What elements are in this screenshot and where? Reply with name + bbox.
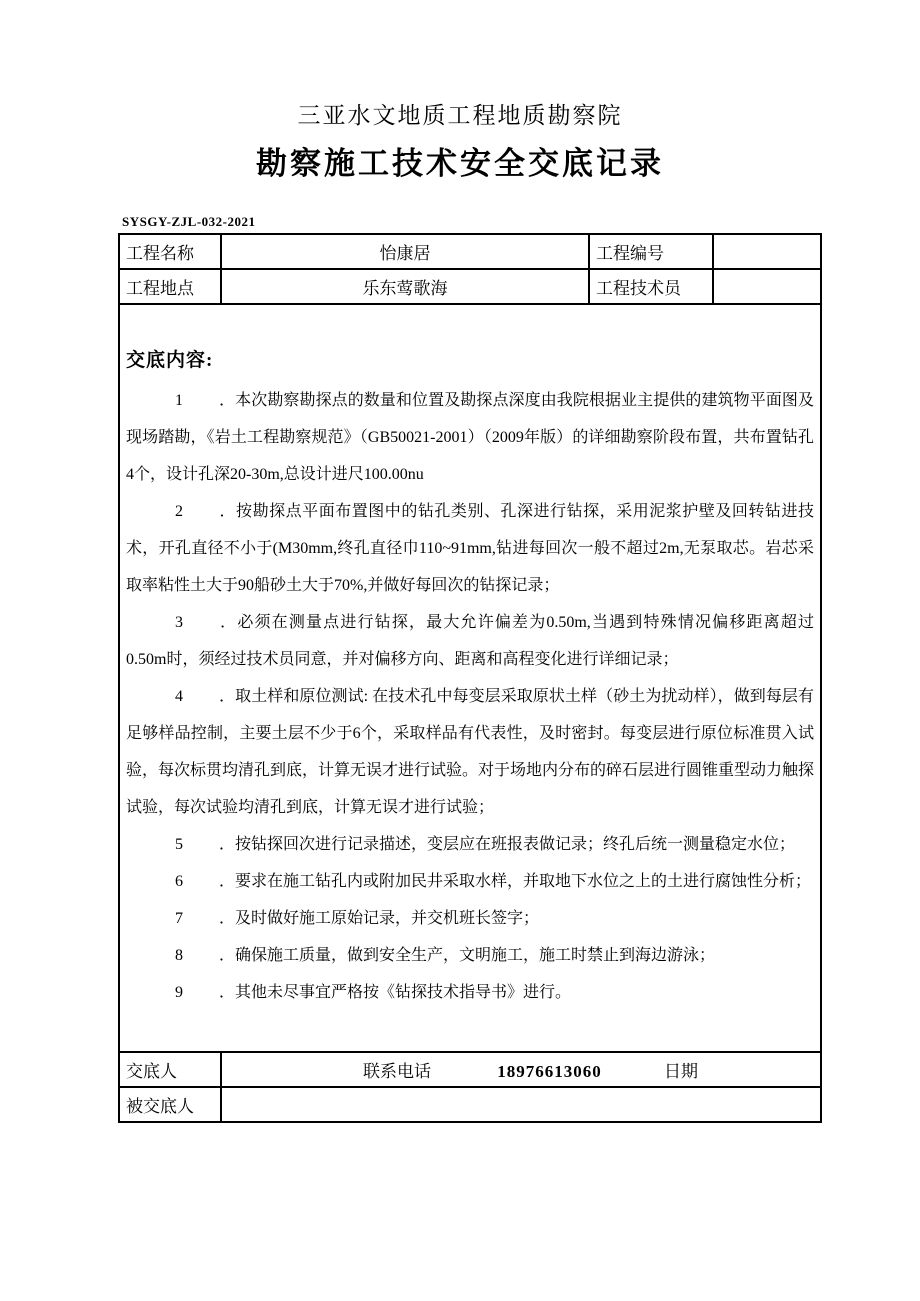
technician-value [713, 269, 821, 304]
location-label: 工程地点 [119, 269, 221, 304]
form-code: SYSGY-ZJL-032-2021 [122, 214, 256, 229]
org-title: 三亚水文地质工程地质勘察院 [297, 103, 623, 128]
item-number: 3 [175, 614, 183, 631]
discloser-label: 交底人 [119, 1052, 221, 1087]
item-text: ．必须在测量点进行钻探，最大允许偏差为0.50m,当遇到特殊情况偏移距离超过0.50m时，须经过技术员同意，并对偏移方向、距离和高程变化进行详细记录； [126, 614, 814, 668]
content-row [119, 304, 821, 1052]
item-number: 1 [175, 392, 183, 409]
content-item [126, 863, 814, 900]
content-item [126, 678, 814, 826]
project-name-row [119, 234, 821, 269]
item-text: ．其他未尽事宜严格按《钻探技术指导书》进行。 [219, 984, 572, 1001]
project-name-label: 工程名称 [119, 234, 221, 269]
receiver-label: 被交底人 [119, 1087, 221, 1122]
item-text: ．及时做好施工原始记录，并交机班长签字； [219, 910, 540, 927]
item-number: 7 [175, 910, 183, 927]
receiver-row [119, 1087, 821, 1122]
content-paragraphs [126, 382, 814, 1011]
item-text: ．确保施工质量，做到安全生产，文明施工，施工时禁止到海边游泳； [219, 947, 716, 964]
technician-label: 工程技术员 [589, 269, 713, 304]
item-text: ．按钻探回次进行记录描述，变层应在班报表做记录；终孔后统一测量稳定水位； [219, 836, 796, 853]
item-number: 5 [175, 836, 183, 853]
content-label: 交底内容: [126, 350, 214, 371]
item-number: 4 [175, 688, 183, 705]
item-text: ．按勘探点平面布置图中的钻孔类别、孔深进行钻探，采用泥浆护壁及回转钻进技术，开孔直径不小于(M30mm,终孔直径巾110~91mm,钻进每回次一般不超过2m,无泵取芯。岩芯采取率粘性土大于90船砂土大于70%,并做好每回次的钻探记录； [126, 503, 814, 594]
location-value: 乐东莺歌海 [221, 269, 589, 304]
discloser-contact-cell [221, 1052, 821, 1087]
project-no-value [713, 234, 821, 269]
content-item [126, 493, 814, 604]
project-location-row [119, 269, 821, 304]
item-text: ．取土样和原位测试: 在技术孔中每变层采取原状土样（砂土为扰动样），做到每层有足够样品控制，主要土层不少于6个，采取样品有代表性，及时密封。每变层进行原位标准贯入试验，每次标贯均清孔到底，计算无误才进行试验。对于场地内分布的碎石层进行圆锥重型动力触探试验，每次试验均清孔到底，计算无误才进行试验； [126, 688, 815, 816]
receiver-value [221, 1087, 821, 1122]
content-item [126, 937, 814, 974]
doc-title: 勘察施工技术安全交底记录 [256, 146, 664, 181]
disclosure-form-table [118, 233, 822, 1123]
item-number: 8 [175, 947, 183, 964]
item-text: ．要求在施工钻孔内或附加民井采取水样，并取地下水位之上的土进行腐蚀性分析； [219, 873, 812, 890]
item-number: 2 [175, 503, 183, 520]
content-item [126, 974, 814, 1011]
item-number: 6 [175, 873, 183, 890]
content-cell [119, 304, 821, 1052]
project-name-value: 怡康居 [221, 234, 589, 269]
phone-value: 18976613060 [497, 1062, 602, 1081]
discloser-row [119, 1052, 821, 1087]
content-item [126, 382, 814, 493]
item-number: 9 [175, 984, 183, 1001]
phone-label: 联系电话 [363, 1062, 431, 1081]
content-item [126, 826, 814, 863]
content-item [126, 604, 814, 678]
project-no-label: 工程编号 [589, 234, 713, 269]
item-text: ．本次勘察勘探点的数量和位置及勘探点深度由我院根据业主提供的建筑物平面图及现场踏勘，《岩土工程勘察规范》（GB50021-2001）（2009年版）的详细勘察阶段布置，共布置钻孔4个，设计孔深20-30m,总设计进尺100.00nu [126, 392, 814, 483]
content-item [126, 900, 814, 937]
date-label: 日期 [664, 1062, 698, 1081]
